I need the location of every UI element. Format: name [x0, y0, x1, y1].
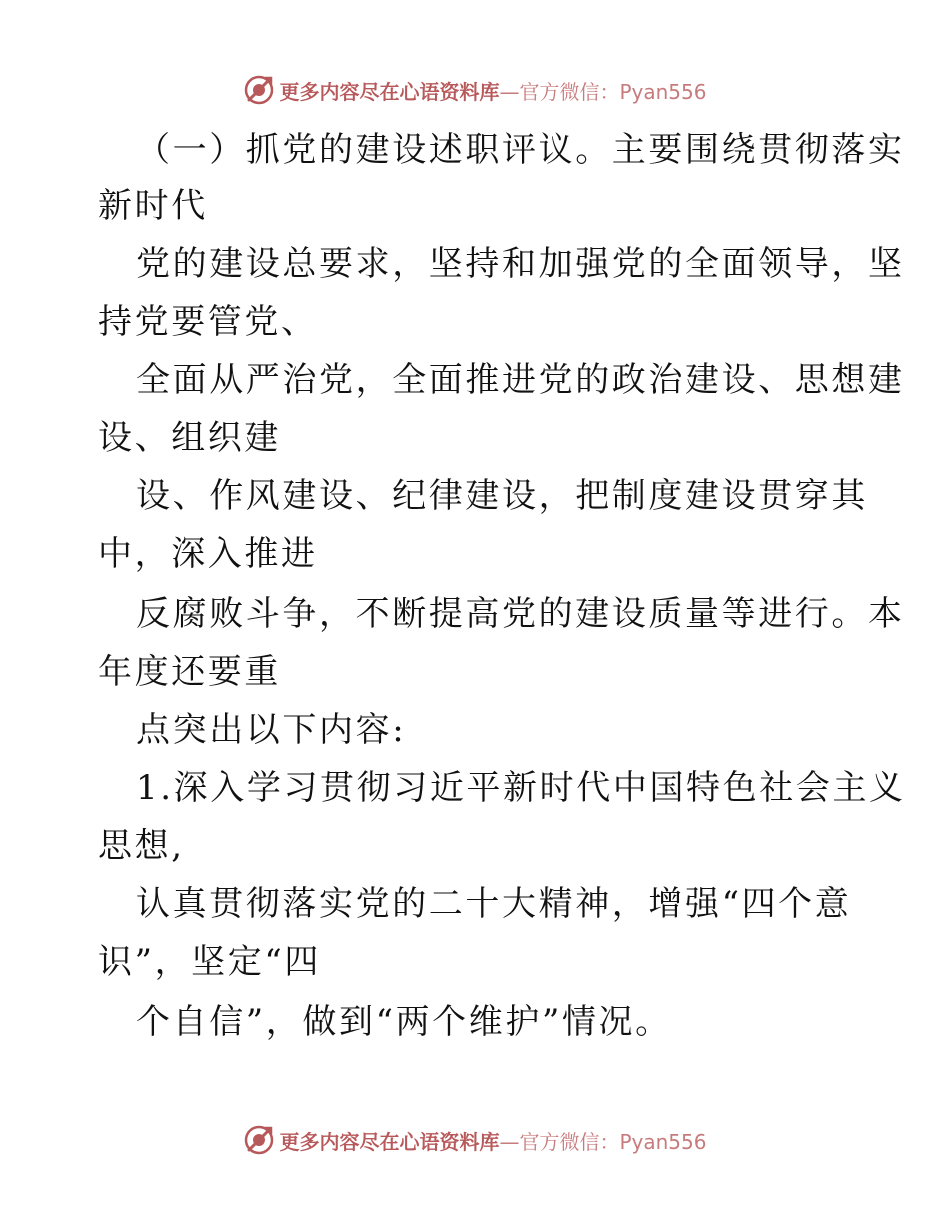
paragraph-line: 设、作风建设、纪律建设，把制度建设贯穿其: [136, 476, 868, 516]
paragraph-line: 认真贯彻落实党的二十大精神，增强“四个意: [136, 884, 852, 924]
paragraph-line: 新时代: [98, 186, 208, 226]
paragraph-line: 个自信”，做到“两个维护”情况。: [136, 1002, 672, 1042]
paragraph-line: 识”，坚定“四: [98, 942, 321, 982]
brand-logo-icon: [243, 74, 275, 106]
footer-banner-text: 更多内容尽在心语资料库—官方微信：Pyan556: [279, 1129, 707, 1154]
paragraph-line: 反腐败斗争，不断提高党的建设质量等进行。本: [136, 594, 905, 634]
paragraph-line: 1.深入学习贯彻习近平新时代中国特色社会主义: [136, 768, 906, 808]
paragraph-line: 思想,: [98, 826, 185, 866]
footer-banner: [0, 1120, 950, 1160]
header-banner: [0, 70, 950, 110]
paragraph-line: 年度还要重: [98, 652, 281, 692]
brand-logo-icon: [243, 1124, 275, 1156]
paragraph-line: 持党要管党、: [98, 302, 318, 342]
paragraph-line: 设、组织建: [98, 418, 281, 458]
paragraph-line: （一）抓党的建设述职评议。主要围绕贯彻落实: [136, 130, 905, 170]
paragraph-line: 点突出以下内容:: [136, 710, 407, 750]
paragraph-line: 党的建设总要求，坚持和加强党的全面领导，坚: [136, 244, 905, 284]
paragraph-line: 中，深入推进: [98, 534, 318, 574]
paragraph-line: 全面从严治党，全面推进党的政治建设、思想建: [136, 360, 905, 400]
header-banner-text: 更多内容尽在心语资料库—官方微信：Pyan556: [279, 79, 707, 104]
